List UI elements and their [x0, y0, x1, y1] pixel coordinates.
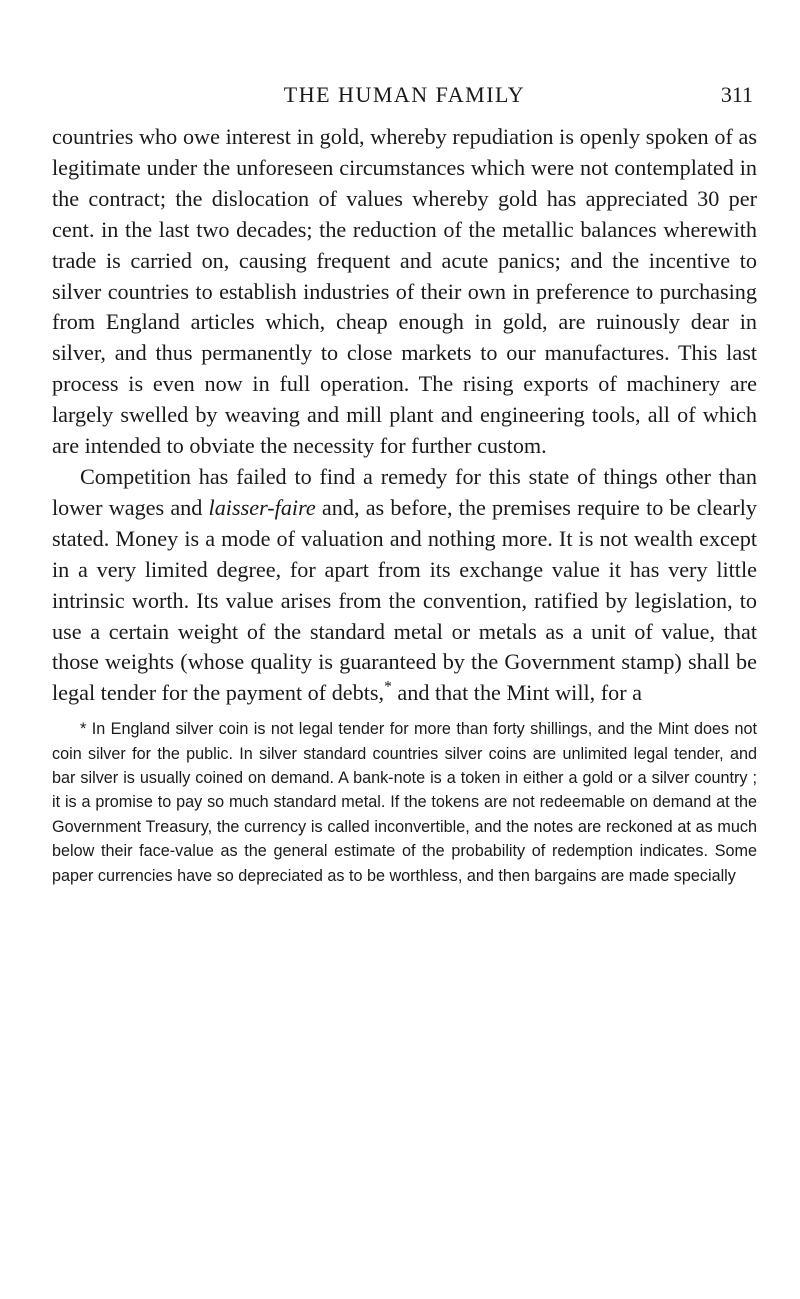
text-run: Competition has failed to find a remedy for this state of things other than lower wages and	[52, 463, 757, 520]
page-number: 311	[720, 82, 753, 107]
paragraph: countries who owe interest in gold, whereby repudiation is openly spoken of as legitimate under the unforeseen circumstances which were not contemplated in the contract; the dislocation of values whereby gold has appreciated 30 per cent. in the last two decades; the reduction of the metallic balances wherewith trade is carried on, causing frequent and acute panics; and the incentive to silver countries to establish industries of their own in preference to purchasing from England articles which, cheap enough in gold, are ruinously dear in silver, and thus permanently to close markets to our manufactures. This last process is even now in full operation. The rising exports of machinery are largely swelled by weaving and mill plant and engineering tools, all of which are intended to obviate the necessity for further custom.	[52, 124, 757, 459]
footnote	[52, 717, 757, 888]
paragraph	[52, 462, 757, 709]
footnote-reference: *	[384, 678, 392, 696]
footnote-text: In England silver coin is not legal tender for more than forty shillings, and the Mint does not coin silver for the public. In silver standard countries silver coins are unlimited legal tender, and bar silver is usually coined on demand. A bank-note is a token in either a gold or a silver country ; it is a promise to pay so much standard metal. If the tokens are not redeemable on demand at the Government Treasury, the currency is called inconvertible, and the notes are reckoned at as much below their face-value as the general estimate of the probability of redemption indicates. Some paper currencies have so depreciated as to be worthless, and then bargains are made specially	[52, 720, 757, 885]
page-header	[52, 80, 757, 116]
footnote-marker: *	[80, 720, 87, 739]
book-page	[52, 80, 757, 888]
main-text	[52, 122, 757, 709]
text-run: and, as before, the premises require to be clearly stated. Money is a mode of valuation and nothing more. It is not wealth except in a very limited degree, for apart from its exchange value it has very little intrinsic worth. Its value arises from the convention, ratified by legislation, to use a certain weight of the standard metal or metals as a unit of value, that those weights (whose quality is guaranteed by the Government stamp) shall be legal tender for the payment of debts,	[52, 494, 757, 706]
running-head: THE HUMAN FAMILY	[283, 82, 526, 107]
italic-phrase: laisser-faire	[208, 494, 316, 520]
text-run: and that the Mint will, for a	[391, 680, 643, 706]
